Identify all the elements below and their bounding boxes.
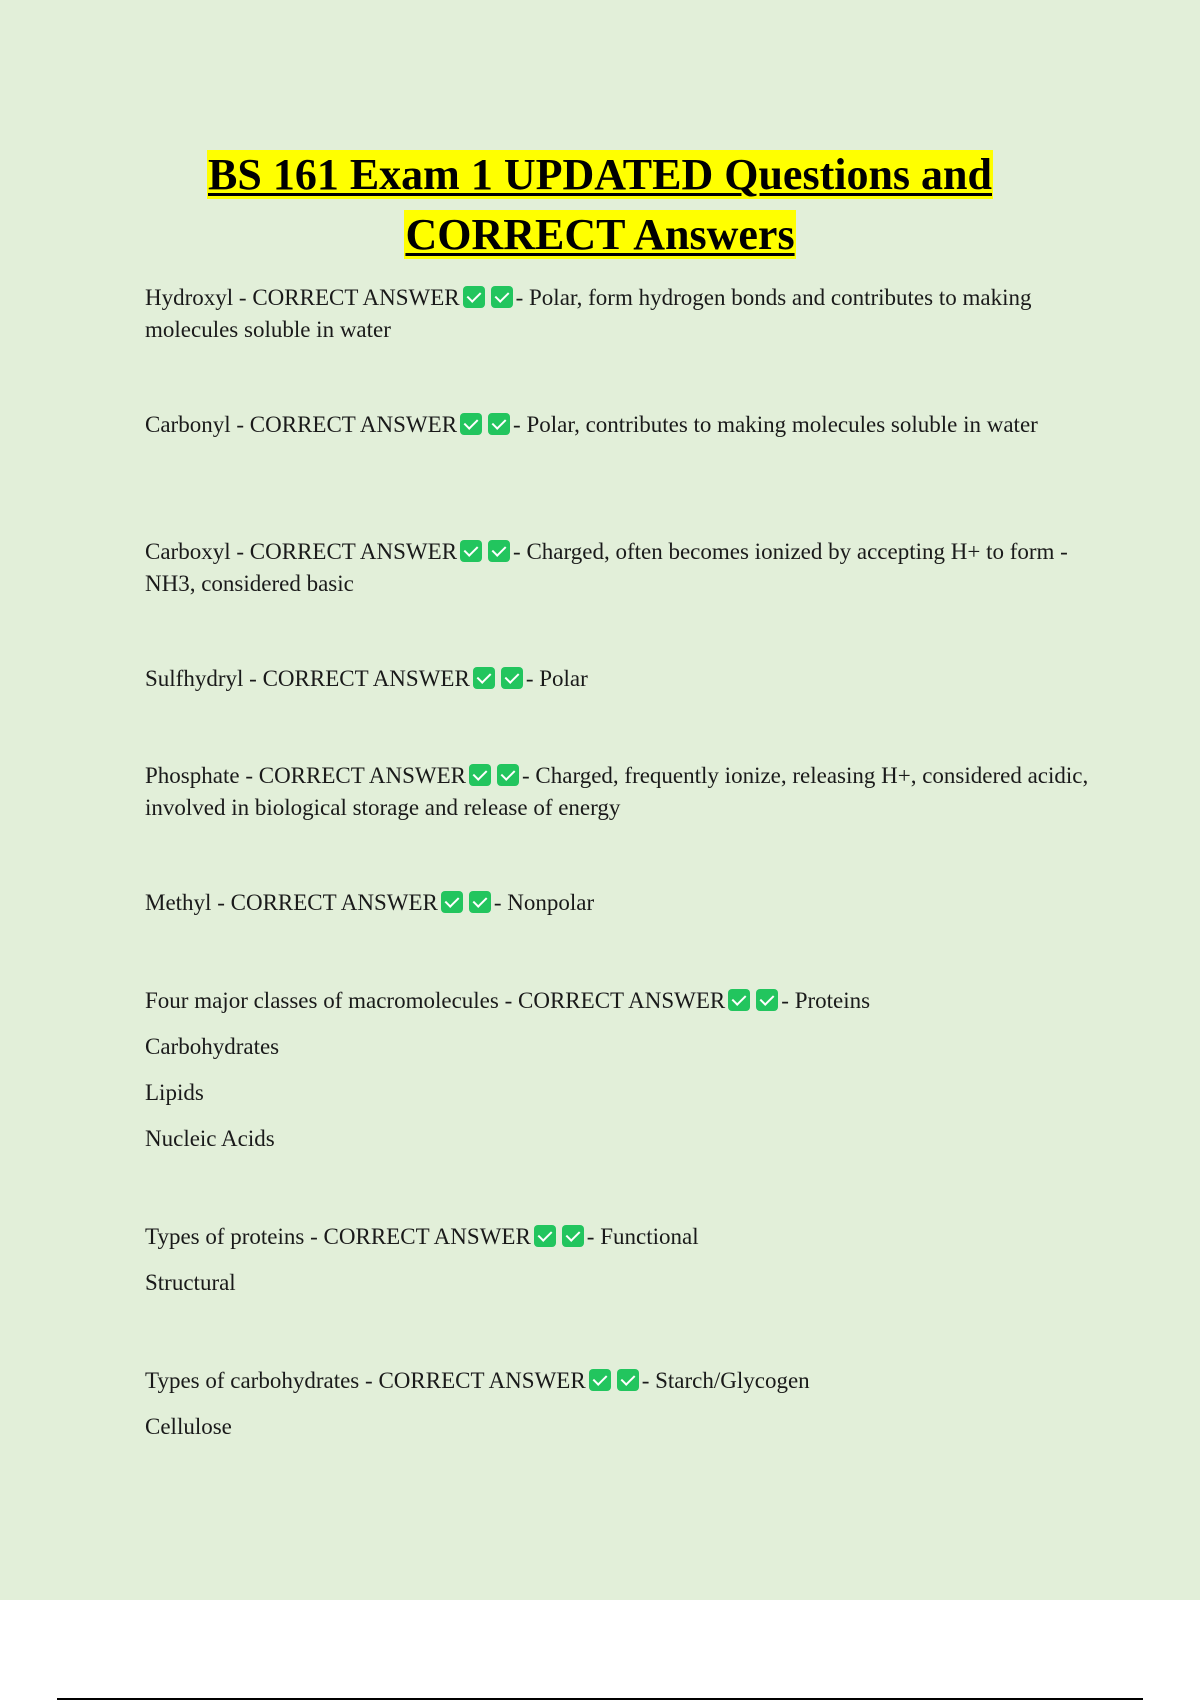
check-icon [473,667,495,689]
qa-answer: Polar, form hydrogen bonds and contributes to making molecules soluble in water [145,285,1032,342]
check-icon [488,540,510,562]
correct-answer-label: CORRECT ANSWER [252,285,460,310]
check-icon [460,413,482,435]
qa-term: Hydroxyl [145,285,234,310]
check-icon [617,1369,639,1391]
qa-term: Types of carbohydrates [145,1368,360,1393]
qa-answer-line: Cellulose [145,1414,232,1439]
qa-item-phosphate: Phosphate - CORRECT ANSWER - Charged, frequently ionize, releasing H+, considered acidic, involved in biological storage and release of energy [145,763,1089,820]
check-icon [562,1225,584,1247]
check-icon [488,413,510,435]
qa-answer: Polar [539,666,588,691]
correct-answer-label: CORRECT ANSWER [249,539,458,564]
qa-answer: Functional [600,1224,699,1249]
check-icon [728,989,750,1011]
qa-answer: Polar, contributes to making molecules soluble in water [526,412,1038,437]
correct-answer-label: CORRECT ANSWER [378,1368,586,1393]
check-icon [491,286,513,308]
check-icon [441,891,463,913]
qa-term: Types of proteins [145,1224,305,1249]
qa-term: Methyl [145,890,212,915]
check-icon [497,764,519,786]
qa-term: Phosphate [145,763,240,788]
qa-term: Carbonyl [145,412,231,437]
check-icon [460,540,482,562]
correct-answer-label: CORRECT ANSWER [262,666,470,691]
correct-answer-label: CORRECT ANSWER [258,763,466,788]
qa-item-carbohydrates: Types of carbohydrates - CORRECT ANSWER - Starch/Glycogen Cellulose [145,1365,1090,1443]
qa-answer: Starch/Glycogen [655,1368,810,1393]
qa-term: Four major classes of macromolecules [145,988,499,1013]
qa-item-methyl: Methyl - CORRECT ANSWER - Nonpolar [145,890,595,915]
check-icon [589,1369,611,1391]
title-line-2: CORRECT Answers [405,210,795,259]
qa-item-sulfhydryl: Sulfhydryl - CORRECT ANSWER - Polar [145,666,588,691]
correct-answer-label: CORRECT ANSWER [230,890,438,915]
check-icon [463,286,485,308]
check-icon [469,764,491,786]
qa-item-hydroxyl: Hydroxyl - CORRECT ANSWER - Polar, form hydrogen bonds and contributes to making molecules soluble in water [145,285,1032,342]
qa-answer-line: Structural [145,1270,236,1295]
qa-answer: Charged, often becomes ionized by accepting H+ to form -NH3, considered basic [145,539,1068,596]
qa-item-carbonyl: Carbonyl - CORRECT ANSWER - Polar, contributes to making molecules soluble in water [145,412,1038,437]
correct-answer-label: CORRECT ANSWER [249,412,458,437]
correct-answer-label: CORRECT ANSWER [323,1224,531,1249]
correct-answer-label: CORRECT ANSWER [518,988,726,1013]
qa-answer-line: Carbohydrates [145,1034,280,1059]
qa-item-proteins: Types of proteins - CORRECT ANSWER - Functional Structural [145,1221,1090,1299]
qa-answer-line: Lipids [145,1080,204,1105]
check-icon [756,989,778,1011]
qa-answer: Nonpolar [507,890,595,915]
qa-item-macromolecules: Four major classes of macromolecules - CORRECT ANSWER - Proteins Carbohydrates Lipids Nucleic Acids [145,985,1090,1155]
qa-term: Sulfhydryl [145,666,244,691]
qa-answer: Charged, frequently ionize, releasing H+, considered acidic, involved in biological storage and release of energy [145,763,1089,820]
qa-answer: Proteins [794,988,871,1013]
document-title [0,145,1200,265]
title-line-1: BS 161 Exam 1 UPDATED Questions and [208,150,992,199]
check-icon [501,667,523,689]
qa-term: Carboxyl [145,539,231,564]
qa-answer-line: Nucleic Acids [145,1126,275,1151]
qa-item-carboxyl: Carboxyl - CORRECT ANSWER - Charged, often becomes ionized by accepting H+ to form -NH3, considered basic [145,539,1068,596]
check-icon [534,1225,556,1247]
check-icon [469,891,491,913]
